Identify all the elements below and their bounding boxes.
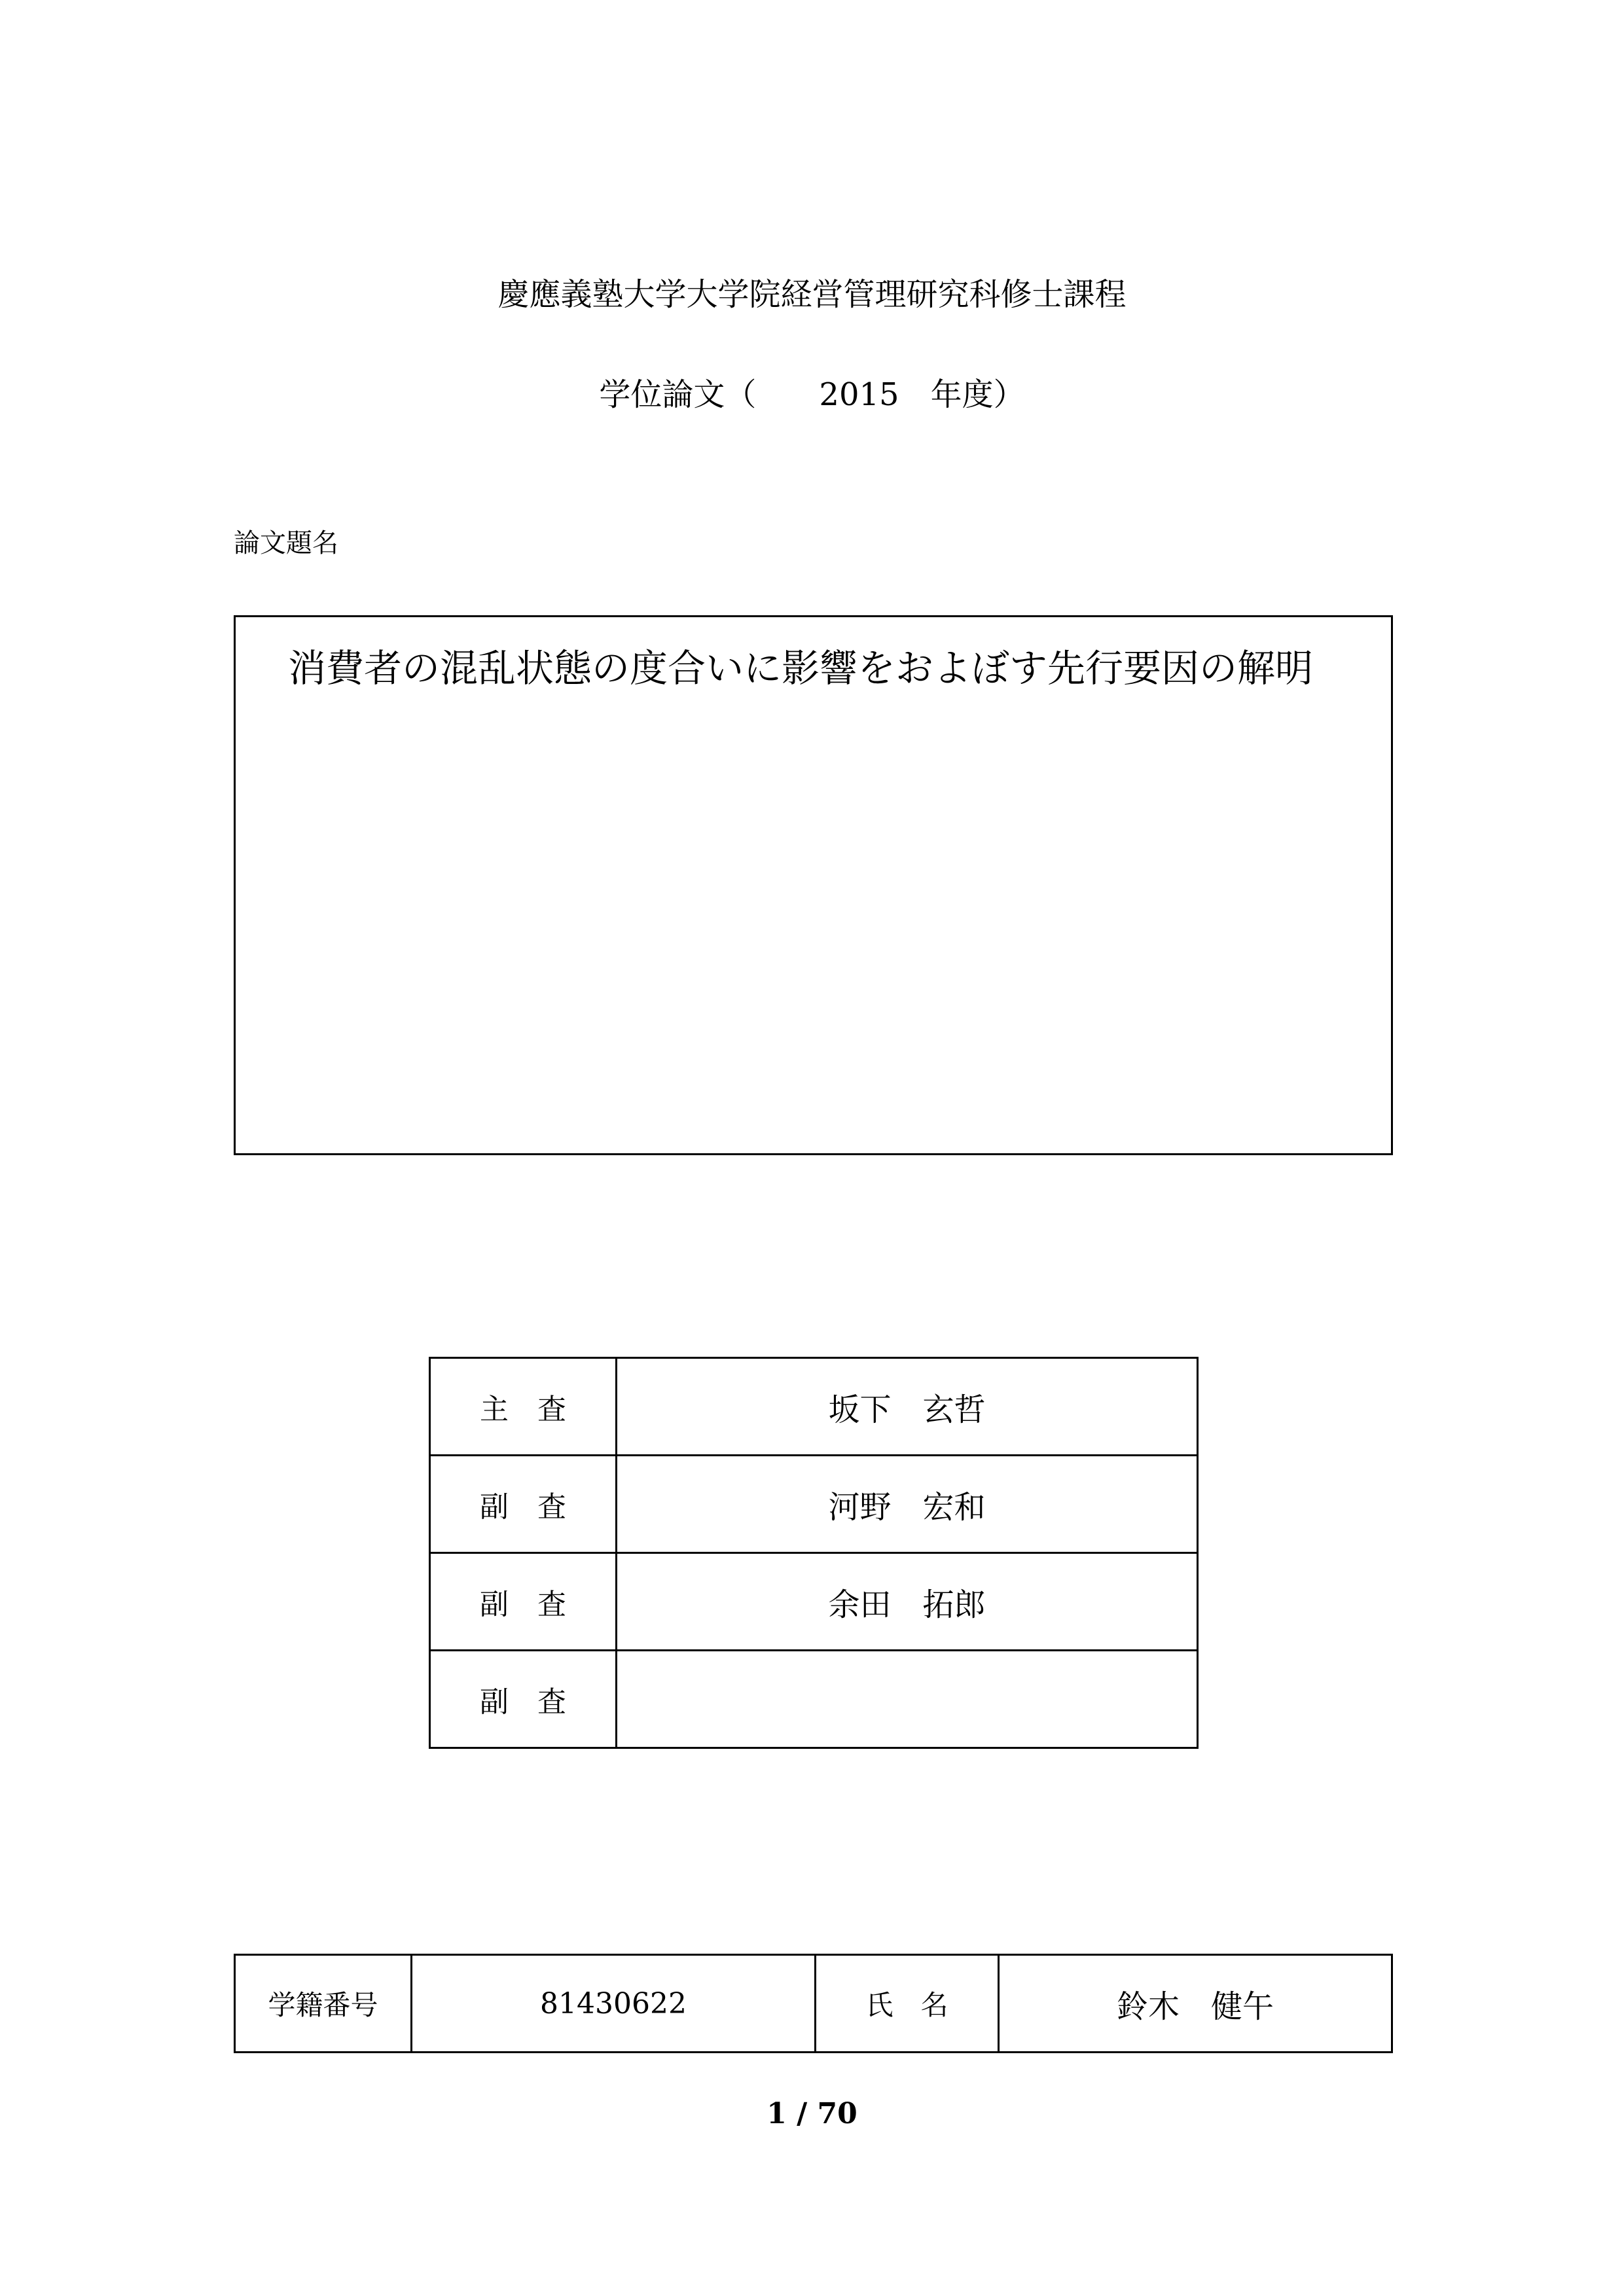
examiner-role: 副 査 (430, 1553, 617, 1651)
thesis-title-label: 論文題名 (234, 528, 338, 558)
student-id-value: 81430622 (412, 1955, 816, 2053)
degree-year-line: 学位論文（ 2015 年度） (599, 376, 1025, 413)
thesis-title: 消費者の混乱状態の度合いに影響をおよぼす先行要因の解明 (288, 646, 1314, 691)
examiner-row (430, 1651, 1198, 1748)
examiner-row (430, 1358, 1198, 1456)
examiner-role: 主 査 (430, 1358, 617, 1456)
examiner-name (617, 1651, 1198, 1748)
page-number: 1 / 70 (767, 2097, 857, 2130)
student-info-table (234, 1954, 1393, 2053)
examiner-row (430, 1456, 1198, 1553)
examiner-role: 副 査 (430, 1456, 617, 1553)
examiner-row (430, 1553, 1198, 1651)
institution-heading: 慶應義塾大学大学院経営管理研究科修士課程 (497, 276, 1127, 313)
examiners-table (429, 1357, 1199, 1749)
examiner-name: 余田 拓郎 (617, 1553, 1198, 1651)
examiner-role: 副 査 (430, 1651, 617, 1748)
examiner-name: 河野 宏和 (617, 1456, 1198, 1553)
student-info-row (235, 1955, 1392, 2053)
student-id-label: 学籍番号 (235, 1955, 412, 2053)
student-name-label: 氏 名 (816, 1955, 999, 2053)
thesis-title-box (234, 615, 1393, 1155)
student-name-value: 鈴木 健午 (999, 1955, 1392, 2053)
examiner-name: 坂下 玄哲 (617, 1358, 1198, 1456)
